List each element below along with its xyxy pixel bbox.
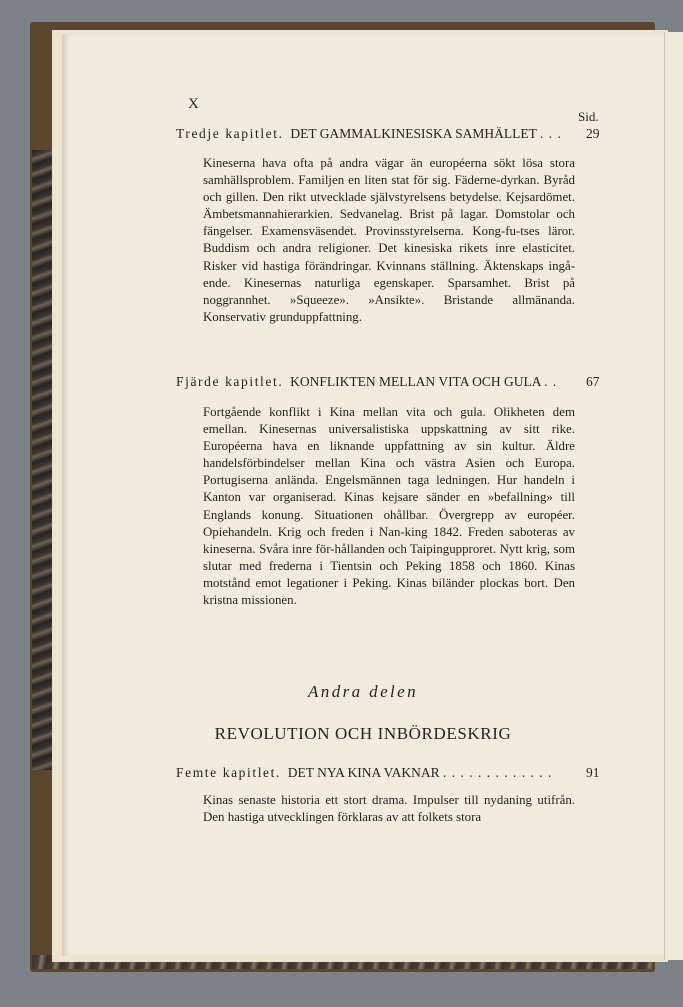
chapter-title: DET NYA KINA VAKNAR [287, 765, 440, 780]
marbled-cover-edge [32, 150, 54, 770]
chapter-label: Tredje kapitlet. [176, 126, 284, 141]
chapter-page-number: 91 [586, 765, 600, 780]
chapter-page-number: 29 [586, 126, 600, 141]
leader-dots: . . . . . . . . . . . . . [443, 765, 553, 780]
page-number: X [188, 96, 199, 112]
chapter-heading [176, 126, 562, 142]
part-title: Andra delen [308, 682, 418, 701]
leader-dots: . . . [539, 126, 562, 141]
leader-dots: . . [544, 374, 558, 389]
chapter-label: Femte kapitlet. [176, 765, 281, 780]
part-heading: REVOLUTION OCH INBÖRDESKRIG [214, 724, 512, 743]
chapter-summary: Kinas senaste historia ett stort drama. Impulser till nydaning utifrån. Den hastiga utvecklingen förklaras av att folkets stora [203, 793, 575, 825]
chapter-page-number: 67 [586, 374, 600, 389]
chapter-title: DET GAMMALKINESISKA SAMHÄLLET [290, 126, 537, 141]
chapter-title: KONFLIKTEN MELLAN VITA OCH GULA [290, 374, 541, 389]
facing-page-edge [664, 32, 683, 960]
chapter-heading [176, 374, 557, 390]
book-page [62, 34, 664, 956]
chapter-summary: Fortgående konflikt i Kina mellan vita och gula. Olikheten dem emellan. Kinesernas universalistiska uppskattning av sitt rike. Européerna hava en liknande uppfattning av sin kultur. Äldre handelsförbindelser mellan Kina och västra Asien och Europa. Portugiserna anlända. Engelsmännen taga ledningen. Hur handeln i Kanton var organiserad. Kinas kejsare sänder en »befallning» till Englands konung. Situationen ohållbar. Övergrepp av européer. Opiehandeln. Krig och freden i Nan-king 1842. Freden saboteras av kineserna. Svåra inre för-hållanden och Taipingupproret. Nytt krig, som slutar med frederna i Tientsin och Peking 1858 och 1860. Kinas motstånd emot legationer i Peking. Kinas biländer plockas bort. Den kristna missionen. [203, 405, 575, 608]
chapter-summary: Kineserna hava ofta på andra vägar än européerna sökt lösa stora samhällsproblem. Familjen en liten stat för sig. Fäderne-dyrkan. Byråd och gillen. Den rikt utvecklade självstyrelsens betydelse. Kejsardömet. Ämbetsmannahierarkien. Sedvanelag. Brist på lagar. Domstolar och fängelser. Examensväsendet. Provinsstyrelserna. Kong-fu-tses läror. Buddism och andra religioner. Det kinesiska rikets inre elasticitet. Risker vid hastiga förändringar. Kvinnans ställning. Äktenskaps ingå-ende. Kinesernas naturliga egenskaper. Sparsamhet. Brist på noggrannhet. »Squeeze». »Ansikte». Bristande allmänanda. Konservativ grunduppfattning. [203, 156, 575, 324]
page-column-label: Sid. [578, 109, 599, 124]
chapter-heading [176, 765, 552, 781]
chapter-label: Fjärde kapitlet. [176, 374, 284, 389]
